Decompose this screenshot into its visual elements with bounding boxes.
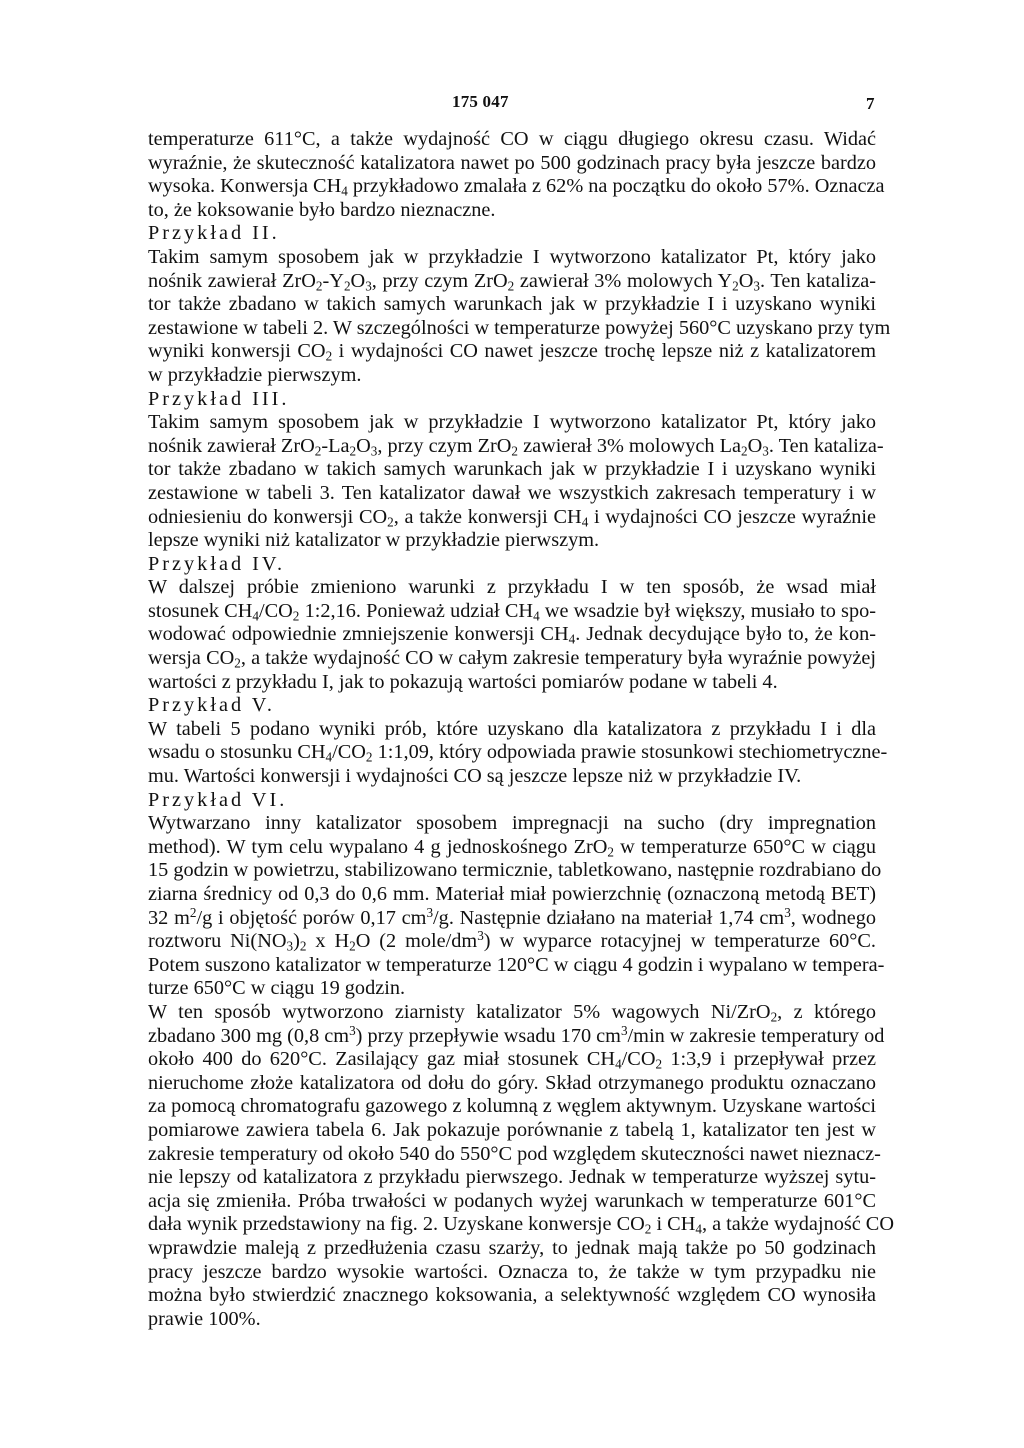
document-body xyxy=(148,128,894,1331)
text-line: 32 $m^2/g$ i objętość porów 0,17 $cm^3/g$. Następnie działano na materiał 1,74 $cm^3$, wodnego xyxy=(148,904,877,929)
text-line: temperaturze 611°C, a także wydajność CO w ciągu długiego okresu czasu. Widać xyxy=(148,128,876,150)
text-line: wartości z przykładu I, jak to pokazują wartości pomiarów podane w tabeli 4. xyxy=(148,670,778,693)
text-line: Takim samym sposobem jak w przykładzie I wytworzono katalizator Pt, który jako xyxy=(148,245,876,268)
text-line: wprawdzie maleją z przedłużenia czasu szarży, to jednak mają także po 50 godzinach xyxy=(148,1236,876,1259)
text-line: roztworu $Ni(NO_3)_2$ x $H_2O$ (2 mole/$dm^3$) w wyparce rotacyjnej w temperaturze 60°C. xyxy=(148,927,876,954)
example-heading: Przykład IV. xyxy=(148,552,286,575)
paragraph xyxy=(148,812,885,1001)
text-line: wyniki konwersji $CO_2$ i wydajności CO nawet jeszcze trochę lepsze niż z katalizatorem xyxy=(148,340,876,364)
text-line: wodować odpowiednie zmniejszenie konwersji $CH_4$. Jednak decydujące było to, że kon- xyxy=(148,623,876,647)
text-line: zbadano 300 mg (0,8 $cm^3$) przy przepływie wsadu 170 $cm^3/\min$ w zakresie temperatury od xyxy=(148,1022,885,1047)
example-heading: Przykład III. xyxy=(148,387,290,410)
text-line: około 400 do 620°C. Zasilający gaz miał stosunek $CH_4/CO_2$ 1:3,9 i przepływał przez xyxy=(148,1048,876,1072)
text-line: acja się zmieniła. Próba trwałości w podanych wyżej warunkach w temperaturze 601°C xyxy=(148,1189,876,1212)
text-line: nieruchome złoże katalizatora od dołu do góry. Skład otrzymanego produktu oznaczano xyxy=(148,1071,876,1094)
text-line: wersja $CO_2$, a także wydajność CO w całym zakresie temperatury była wyraźnie powyżej xyxy=(148,647,876,671)
text-line: nośnik zawierał $ZrO_2-La_2O_3$, przy czym ZrO$_2$ zawierał 3% molowych $La_2O_3$. Ten kataliza- xyxy=(148,434,884,459)
text-line: wysoka. Konwersja $CH_4$ przykładowo zmalała z 62% na początku do około 57%. Oznacza xyxy=(148,175,885,199)
text-line: stosunek $CH_4/CO_2$ 1:2,16. Ponieważ udział $CH_4$ we wsadzie był większy, musiało to spo- xyxy=(148,599,876,624)
example-heading: Przykład VI. xyxy=(148,788,288,811)
page-header xyxy=(0,92,1024,116)
text-line: odniesieniu do konwersji $CO_2$, a także konwersji $CH_4$ i wydajności CO jeszcze wyraźnie xyxy=(148,505,876,529)
text-line: Potem suszono katalizator w temperaturze 120°C w ciągu 4 godzin i wypalano w tempera- xyxy=(148,953,885,976)
example-heading: Przykład II. xyxy=(148,222,280,245)
text-line: Wytwarzano inny katalizator sposobem impregnacji na sucho (dry impregnation xyxy=(148,812,876,835)
text-line: nośnik zawierał $ZrO_2-Y_2O_3$, przy czym ZrO$_2$ zawierał 3% molowych $Y_2O_3$. Ten kataliza- xyxy=(148,269,876,293)
paragraph xyxy=(148,128,885,222)
document-id: 175 047 xyxy=(452,92,509,111)
text-line: można było stwierdzić znacznego koksowania, a selektywność względem CO wynosiła xyxy=(148,1284,876,1307)
paragraph xyxy=(148,1000,894,1331)
text-line: Takim samym sposobem jak w przykładzie I wytworzono katalizator Pt, który jako xyxy=(148,411,876,434)
paragraph xyxy=(148,245,891,388)
text-line: zakresie temperatury od około 540 do 550°C pod względem skuteczności nawet nieznacz- xyxy=(148,1142,881,1165)
text-line: za pomocą chromatografu gazowego z kolumną z węglem aktywnym. Uzyskane wartości xyxy=(148,1095,876,1118)
paragraph xyxy=(148,411,884,553)
text-line: pomiarowe zawiera tabela 6. Jak pokazuje porównanie z tabelą 1, katalizator ten jest w xyxy=(148,1118,876,1141)
text-line: W dalszej próbie zmieniono warunki z przykładu I w ten sposób, że wsad miał xyxy=(148,576,876,599)
text-line: tor także zbadano w takich samych warunkach jak w przykładzie I i uzyskano wyniki xyxy=(148,293,876,316)
text-line: tor także zbadano w takich samych warunkach jak w przykładzie I i uzyskano wyniki xyxy=(148,458,876,481)
paragraph xyxy=(148,717,888,789)
text-line: ziarna średnicy od 0,3 do 0,6 mm. Materiał miał powierzchnię (oznaczoną metodą BET) xyxy=(148,883,876,905)
text-line: wsadu o stosunku $CH_4/CO_2$ 1:1,09, który odpowiada prawie stosunkowi stechiometryczne- xyxy=(148,741,888,765)
text-line: lepsze wyniki niż katalizator w przykładzie pierwszym. xyxy=(148,529,600,552)
text-line: dała wynik przedstawiony na fig. 2. Uzyskane konwersje $CO_2$ i $CH_4$, a także wydajność CO xyxy=(148,1213,894,1237)
text-line: prawie 100%. xyxy=(148,1307,261,1330)
example-heading: Przykład V. xyxy=(148,694,275,717)
paragraph xyxy=(148,576,876,694)
page-number: 7 xyxy=(866,94,875,113)
text-line: 15 godzin w powietrzu, stabilizowano termicznie, tabletkowano, następnie rozdrabiano do xyxy=(148,859,882,882)
text-line: method). W tym celu wypalano 4 g jednoskośnego ZrO$_2$ w temperaturze 650°C w ciągu xyxy=(148,835,877,860)
text-line: zestawione w tabeli 3. Ten katalizator dawał we wszystkich zakresach temperatury i w xyxy=(148,481,876,504)
text-line: nie lepszy od katalizatora z przykładu pierwszego. Jednak w temperaturze wyższej sytu- xyxy=(148,1166,876,1189)
text-line: w przykładzie pierwszym. xyxy=(148,363,362,386)
text-line: to, że koksowanie było bardzo nieznaczne. xyxy=(148,198,496,221)
text-line: mu. Wartości konwersji i wydajności CO są jeszcze lepsze niż w przykładzie IV. xyxy=(148,765,802,788)
text-line: pracy jeszcze bardzo wysokie wartości. Oznacza to, że także w tym przypadku nie xyxy=(148,1260,876,1283)
text-line: turze 650°C w ciągu 19 godzin. xyxy=(148,977,406,1000)
text-line: W ten sposób wytworzono ziarnisty katalizator 5% wagowych Ni/ZrO$_2$, z którego xyxy=(148,1000,877,1025)
text-line: zestawione w tabeli 2. W szczególności w temperaturze powyżej 560°C uzyskano przy tym xyxy=(148,316,891,339)
text-line: wyraźnie, że skuteczność katalizatora nawet po 500 godzinach pracy była jeszcze bardzo xyxy=(148,151,876,174)
text-line: W tabeli 5 podano wyniki prób, które uzyskano dla katalizatora z przykładu I i dla xyxy=(148,717,876,740)
